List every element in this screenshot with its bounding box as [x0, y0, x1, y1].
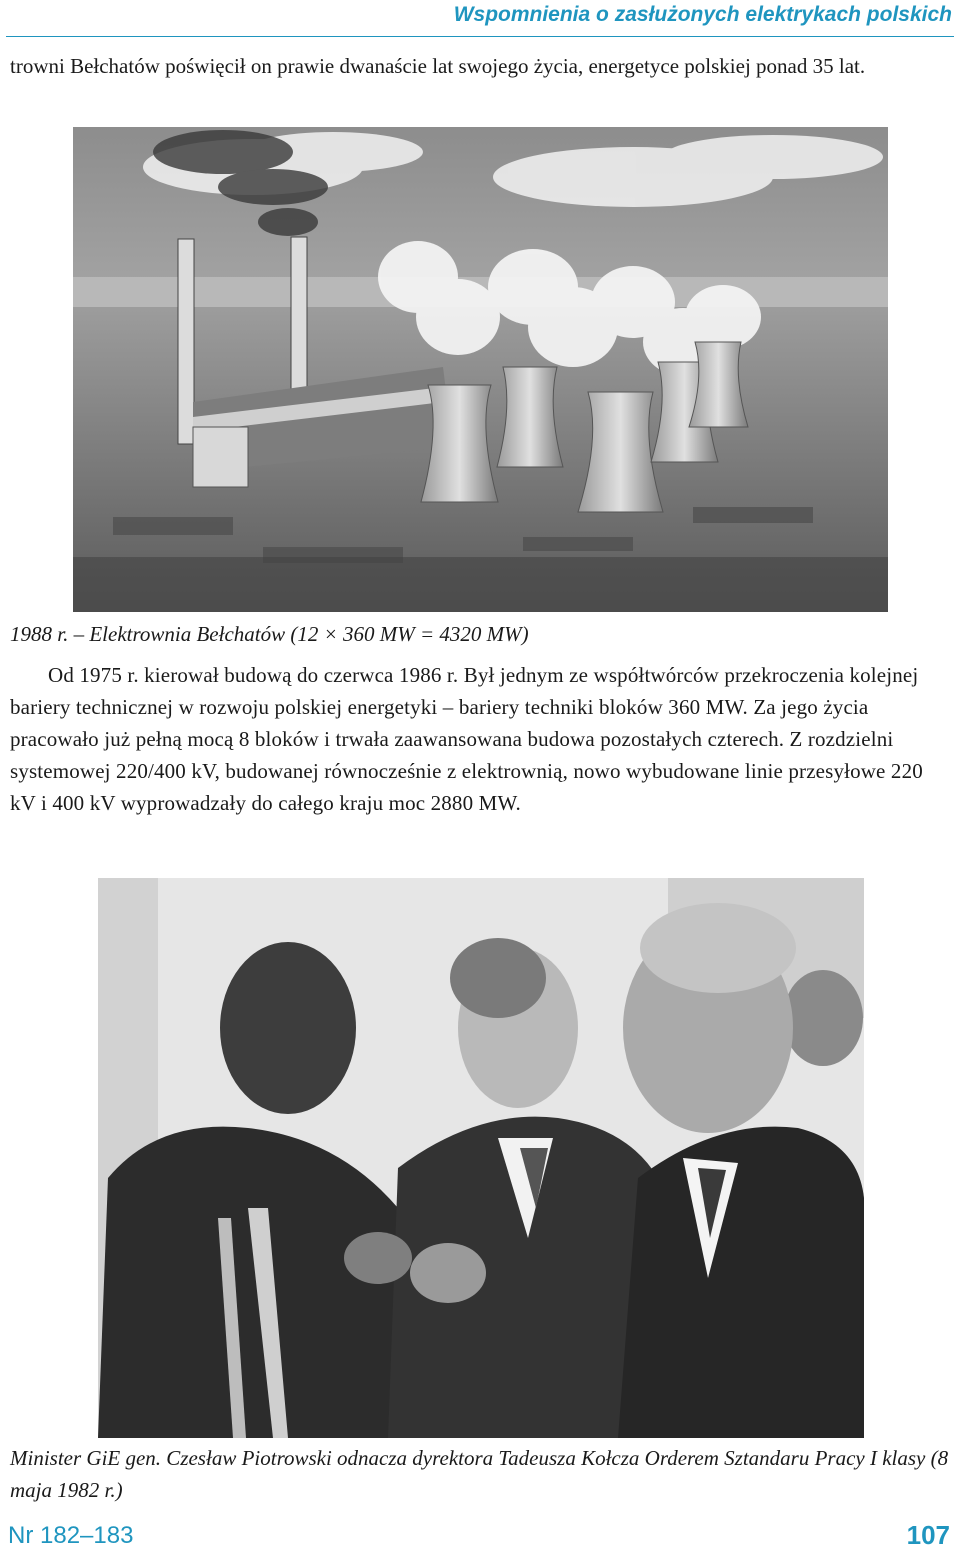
intro-paragraph: trowni Bełchatów poświęcił on prawie dwanaście lat swojego życia, energetyce polskiej ponad 35 lat.: [10, 54, 866, 78]
main-paragraph-text: Od 1975 r. kierował budową do czerwca 1986 r. Był jednym ze współtwórców przekroczenia kolejnej bariery technicznej w rozwoju polskiej energetyki – bariery techniki bloków 360 MW. Za jego życia pracowało już pełną mocą 8 bloków i trwała zaawansowana budowa pozostałych czterech. Z rozdzielni systemowej 220/400 kV, budowanej równocześnie z elektrownią, nowo wybudowane linie przesyłowe 220 kV i 400 kV wyprowadzały do całego kraju moc 2880 MW.: [10, 663, 923, 815]
power-plant-caption: 1988 r. – Elektrownia Bełchatów (12 × 360 MW = 4320 MW): [10, 622, 529, 646]
award-ceremony-photo: [98, 878, 864, 1438]
issue-number: Nr 182–183: [8, 1522, 134, 1549]
running-header: Wspomnienia o zasłużonych elektrykach polskich: [453, 3, 952, 26]
page-number: 107: [906, 1520, 950, 1550]
power-plant-photo: [73, 127, 888, 612]
header-rule: [6, 36, 954, 37]
award-caption: Minister GiE gen. Czesław Piotrowski odnacza dyrektora Tadeusza Kołcza Orderem Sztandaru Pracy I klasy (8 maja 1982 r.): [10, 1446, 949, 1502]
main-paragraph: [10, 659, 952, 819]
